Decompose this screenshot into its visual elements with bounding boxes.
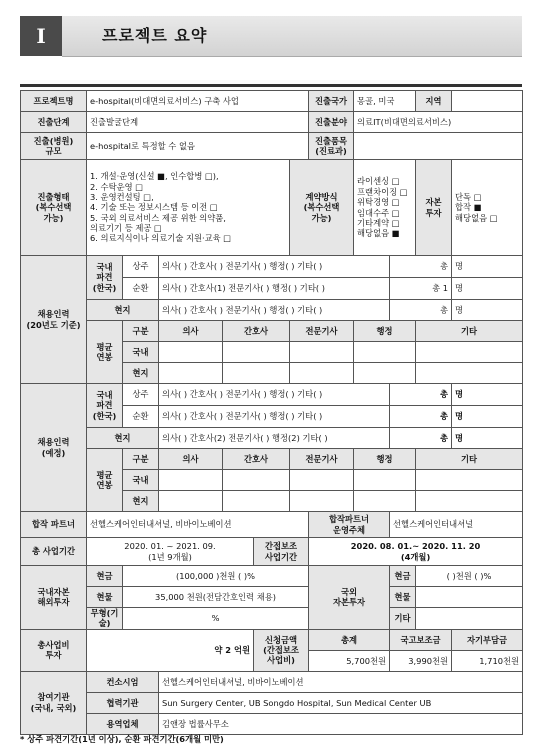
- field-label: 진출분야: [309, 112, 354, 133]
- hireplan-row-domestic: 국내: [123, 470, 159, 491]
- service-label: 용역업체: [87, 713, 159, 734]
- hireplan-local-text: 의사( ) 간호사(2) 전문기사( ) 행정(2) 기타( ): [159, 428, 390, 449]
- stage-label: 진출단계: [21, 112, 87, 133]
- project-name: e-hospital(비대면의료서비스) 구축 사업: [87, 91, 309, 112]
- orgs-label: 참여기관 (국내, 국외): [21, 671, 87, 734]
- footnote: * 상주 파견기간(1년 이상), 순환 파견기간(6개월 미만): [20, 734, 224, 744]
- coop-label: 협력기관: [87, 692, 159, 713]
- hireplan-resident-label: 상주: [123, 384, 159, 406]
- hire20-local-text: 의사( ) 간호사( ) 전문기사( ) 행정( ) 기타( ): [159, 300, 390, 321]
- form-options: 1. 개설·운영(신설 ■, 인수합병 □), 2. 수탁운영 □ 3. 운영컨설팅 □, 4. 기술 또는 정보시스템 등 이전 □ 5. 국외 의료서비스 제공 위한 의약품, 의료기기 등 제공 □ 6. 의료지식이나 의료기술 지원·교육 □: [87, 160, 290, 256]
- hire20-resident-total: 총: [390, 256, 452, 278]
- section-number: I: [20, 16, 62, 56]
- partner-label: 합작 파트너: [21, 512, 87, 538]
- hire20-rotate-label: 순환: [123, 278, 159, 300]
- period-sub-label: 간접보조 사업기간: [254, 538, 309, 566]
- hireplan-resident-total: 총: [390, 384, 452, 406]
- hire20-col-doctor: 의사: [159, 321, 223, 342]
- hire20-dispatch-label: 국내 파견 (한국): [87, 256, 123, 300]
- divider: [20, 84, 522, 87]
- period-value: 2020. 01. ~ 2021. 09. (1년 9개월): [87, 538, 254, 566]
- domestic-capital-label: 국내자본 해외투자: [21, 566, 87, 630]
- contract-options: 라이센싱 □ 프랜차이징 □ 위탁경영 □ 임대수주 □ 기타계약 □ 해당없음 ■: [354, 160, 416, 256]
- foreign-etc-value: [416, 608, 523, 630]
- hireplan-col-etc: 기타: [416, 449, 523, 470]
- hireplan-row-local: 현지: [123, 491, 159, 512]
- period-sub-value: 2020. 08. 01.~ 2020. 11. 20 (4개월): [309, 538, 523, 566]
- hire20-col-header: 구분: [123, 321, 159, 342]
- hire20-rotate-text: 의사( ) 간호사(1) 전문기사( ) 행정( ) 기타( ): [159, 278, 390, 300]
- section-title: 프로젝트 요약: [102, 26, 208, 45]
- hire20-col-engineer: 전문기사: [290, 321, 354, 342]
- hire20-local-total: 총: [390, 300, 452, 321]
- coop: Sun Surgery Center, UB Songdo Hospital, Sun Medical Center UB: [159, 692, 523, 713]
- grant-total: 5,700천원: [309, 650, 390, 671]
- hireplan-rotate-label: 순환: [123, 406, 159, 428]
- hireplan-local-unit: 명: [452, 428, 523, 449]
- hire20-row-domestic: 국내: [123, 342, 159, 363]
- intangible-label: 무형(기술): [87, 608, 123, 630]
- consortium-label: 컨소시엄: [87, 671, 159, 692]
- hire20-resident-label: 상주: [123, 256, 159, 278]
- hireplan-resident-text: 의사( ) 간호사( ) 전문기사( ) 행정( ) 기타( ): [159, 384, 390, 406]
- country-label: 진출국가: [309, 91, 354, 112]
- partner-operator-label: 합작파트너 운영주체: [309, 512, 390, 538]
- foreign-cash-value: ( )천원 ( )%: [416, 566, 523, 587]
- scale: e-hospital로 특정할 수 없음: [87, 133, 309, 160]
- hire20-local-unit: 명: [452, 300, 523, 321]
- service: 김앤장 법률사무소: [159, 713, 523, 734]
- goods-label: 현물: [87, 587, 123, 608]
- hireplan-col-nurse: 간호사: [223, 449, 290, 470]
- cost-value: 약 2 억원: [87, 629, 254, 671]
- hireplan-salary-label: 평균 연봉: [87, 449, 123, 512]
- project-name-label: 프로젝트명: [21, 91, 87, 112]
- hire20-col-etc: 기타: [416, 321, 523, 342]
- hire20-rotate-unit: 명: [452, 278, 523, 300]
- hire20-col-admin: 행정: [354, 321, 416, 342]
- grant-self-header: 자기부담금: [452, 629, 523, 650]
- grant-label: 신청금액 (간접보조 사업비): [254, 629, 309, 671]
- foreign-etc-label: 기타: [390, 608, 416, 630]
- foreign-goods-value: [416, 587, 523, 608]
- region-label: 지역: [416, 91, 452, 112]
- contract-label: 계약방식 (복수선택 가능): [290, 160, 354, 256]
- item-label: 진출품목 (진료과): [309, 133, 354, 160]
- partner-operator: 선헬스케어인터내셔널: [390, 512, 523, 538]
- grant-gov-header: 국고보조금: [390, 629, 452, 650]
- stage: 진출발굴단계: [87, 112, 309, 133]
- form-label: 진출형태 (복수선택 가능): [21, 160, 87, 256]
- hireplan-resident-unit: 명: [452, 384, 523, 406]
- cost-label: 총사업비 투자: [21, 629, 87, 671]
- hire20-row-local: 현지: [123, 363, 159, 384]
- foreign-cash-label: 현금: [390, 566, 416, 587]
- hire20-salary-label: 평균 연봉: [87, 321, 123, 384]
- hireplan-dispatch-label: 국내 파견 (한국): [87, 384, 123, 428]
- hireplan-col-engineer: 전문기사: [290, 449, 354, 470]
- hire20-rotate-total: 총 1: [390, 278, 452, 300]
- section-header: [20, 16, 522, 56]
- intangible-value: %: [123, 608, 309, 630]
- hireplan-rotate-unit: 명: [452, 406, 523, 428]
- hireplan-local-total: 총: [390, 428, 452, 449]
- consortium: 선헬스케어인터내셔널, 비바이노베이션: [159, 671, 523, 692]
- cash-value: (100,000 )천원 ( )%: [123, 566, 309, 587]
- hire20-local-label: 현지: [87, 300, 159, 321]
- invest-label: 자본 투자: [416, 160, 452, 256]
- hireplan-col-header: 구분: [123, 449, 159, 470]
- hireplan-col-admin: 행정: [354, 449, 416, 470]
- field: 의료IT(비대면의료서비스): [354, 112, 523, 133]
- scale-label: 진출(병원) 규모: [21, 133, 87, 160]
- hire20-resident-text: 의사( ) 간호사( ) 전문기사( ) 행정( ) 기타( ): [159, 256, 390, 278]
- cash-label: 현금: [87, 566, 123, 587]
- foreign-capital-label: 국외 자본투자: [309, 566, 390, 630]
- hireplan-label: 채용인력 (예정): [21, 384, 87, 512]
- grant-total-header: 총계: [309, 629, 390, 650]
- invest-options: 단독 □ 합작 ■ 해당없음 □: [452, 160, 523, 256]
- hireplan-col-doctor: 의사: [159, 449, 223, 470]
- partner-value: 선헬스케어인터내셔널, 비바이노베이션: [87, 512, 309, 538]
- hireplan-local-label: 현지: [87, 428, 159, 449]
- country: 몽골, 미국: [354, 91, 416, 112]
- hireplan-rotate-total: 총: [390, 406, 452, 428]
- hireplan-rotate-text: 의사( ) 간호사( ) 전문기사( ) 행정( ) 기타( ): [159, 406, 390, 428]
- hire20-label: 채용인력 (20년도 기준): [21, 256, 87, 384]
- foreign-goods-label: 현물: [390, 587, 416, 608]
- grant-self: 1,710천원: [452, 650, 523, 671]
- goods-value: 35,000 천원(전담간호인력 채용): [123, 587, 309, 608]
- project-summary-table: [20, 90, 523, 735]
- hire20-col-nurse: 간호사: [223, 321, 290, 342]
- region: [452, 91, 523, 112]
- hire20-resident-unit: 명: [452, 256, 523, 278]
- grant-gov: 3,990천원: [390, 650, 452, 671]
- item: [354, 133, 523, 160]
- period-label: 총 사업기간: [21, 538, 87, 566]
